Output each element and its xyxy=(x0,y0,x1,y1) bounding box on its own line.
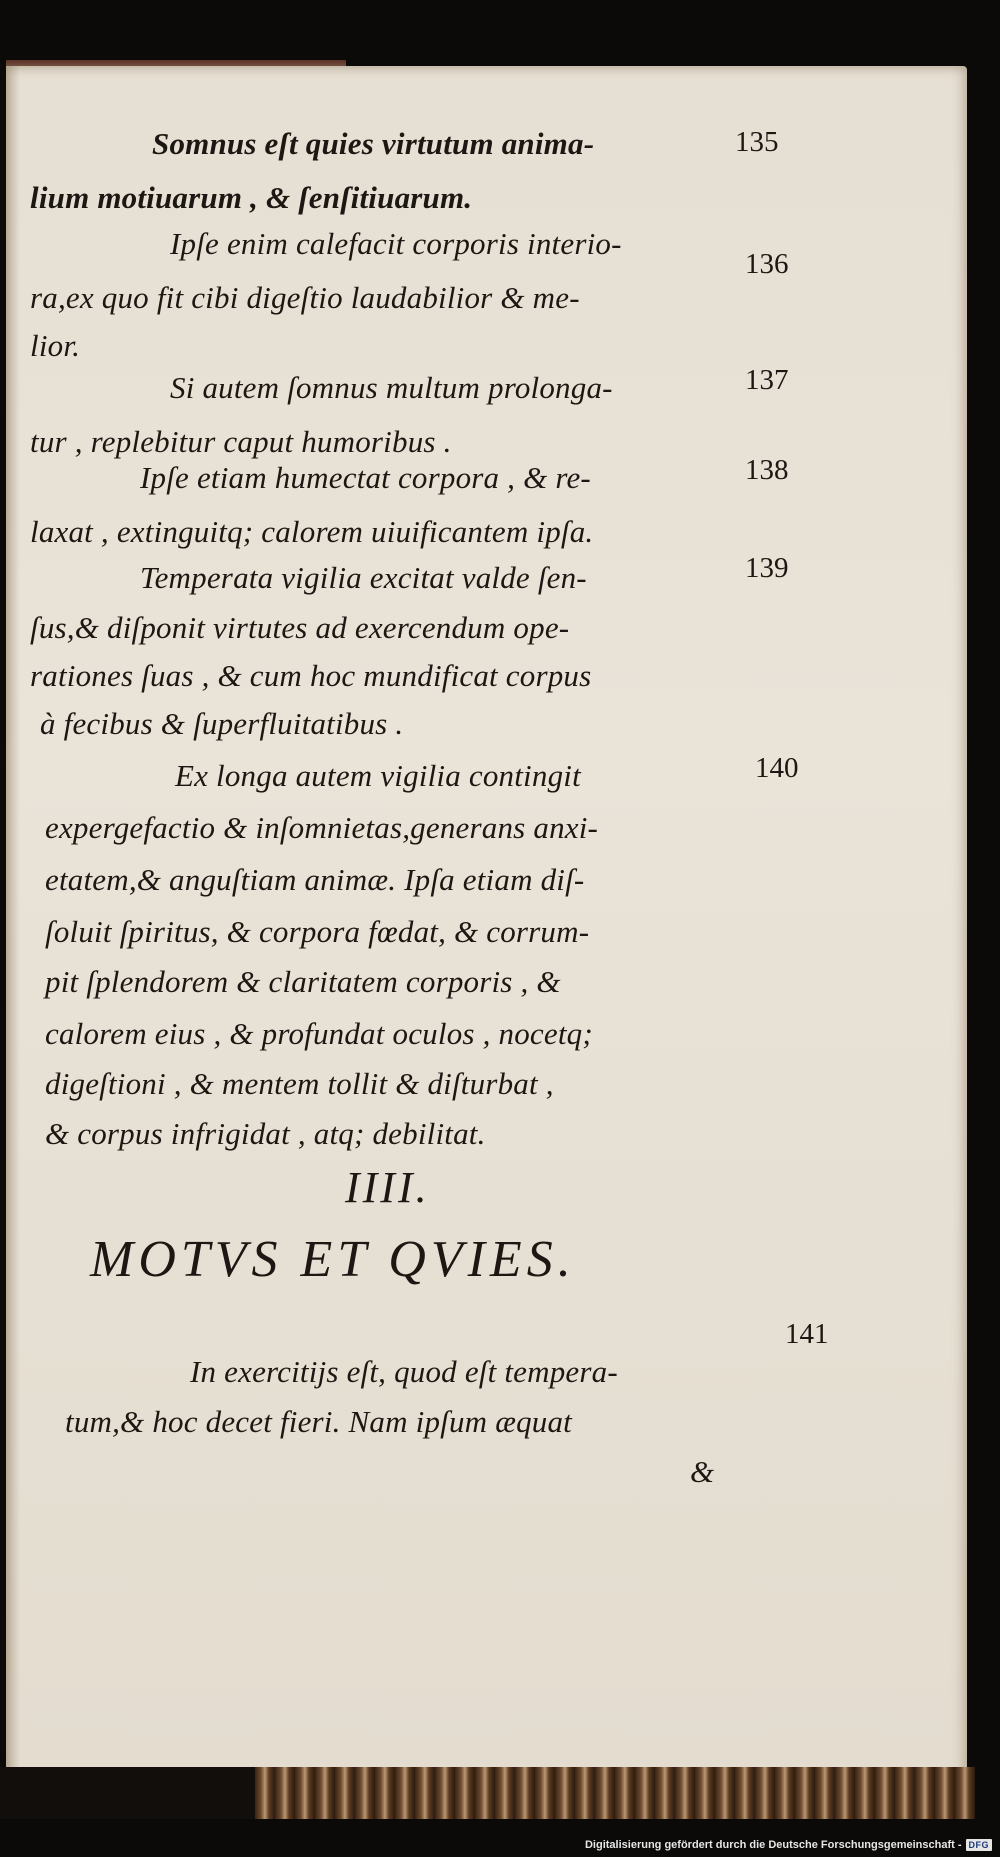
chapter-title: MOTVS ET QVIES. xyxy=(90,1231,576,1288)
binding-shadow xyxy=(0,1767,255,1819)
text-line: pit ſplendorem & claritatem corporis , & xyxy=(45,964,561,999)
credit-text: Digitalisierung gefördert durch die Deutsche Forschungsgemeinschaft - xyxy=(584,1839,962,1851)
text-line: Ipſe enim calefacit corporis interio- xyxy=(170,226,622,261)
digitization-credit xyxy=(585,1839,992,1851)
text-line: ſus,& diſponit virtutes ad exercendum ope- xyxy=(30,610,570,645)
text-line: etatem,& anguſtiam animæ. Ipſa etiam diſ- xyxy=(45,862,585,897)
text-line: digeſtioni , & mentem tollit & diſturbat , xyxy=(45,1066,554,1101)
page-left-shadow xyxy=(6,66,20,1779)
margin-number: 140 xyxy=(755,752,799,784)
text-line: tur , replebitur caput humoribus . xyxy=(30,424,452,459)
text-line: à fecibus & ſuperfluitatibus . xyxy=(40,706,404,741)
text-line: Ipſe etiam humectat corpora , & re- xyxy=(140,460,591,495)
text-line: Si autem ſomnus multum prolonga- xyxy=(170,370,613,405)
margin-number: 136 xyxy=(745,248,789,280)
text-line: Temperata vigilia excitat valde ſen- xyxy=(140,560,587,595)
text-line: tum,& hoc decet fieri. Nam ipſum æquat xyxy=(65,1404,572,1439)
text-line: In exercitijs eſt, quod eſt tempera- xyxy=(190,1354,618,1389)
text-line: & xyxy=(690,1454,715,1489)
text-line: calorem eius , & profundat oculos , nocetq; xyxy=(45,1016,593,1051)
text-line: Ex longa autem vigilia contingit xyxy=(175,758,581,793)
text-line: lior. xyxy=(30,328,81,363)
text-line: rationes ſuas , & cum hoc mundificat corpus xyxy=(30,658,592,693)
text-line: & corpus infrigidat , atq; debilitat. xyxy=(45,1116,486,1151)
text-line: laxat , extinguitq; calorem uiuificantem ipſa. xyxy=(30,514,594,549)
text-line: ſoluit ſpiritus, & corpora fœdat, & corrum- xyxy=(45,914,590,949)
margin-number: 138 xyxy=(745,454,789,486)
margin-number: 141 xyxy=(785,1318,829,1350)
text-line: expergefactio & inſomnietas,generans anxi- xyxy=(45,810,599,845)
margin-number: 135 xyxy=(735,126,779,158)
margin-number: 139 xyxy=(745,552,789,584)
page-right-margin xyxy=(967,66,1000,1823)
book-binding xyxy=(255,1767,975,1819)
text-line: ra,ex quo fit cibi digeſtio laudabilior & me- xyxy=(30,280,580,315)
dfg-logo-icon: DFG xyxy=(966,1839,993,1851)
text-line: lium motiuarum , & ſenſitiuarum. xyxy=(30,180,473,215)
text-line: Somnus eſt quies virtutum anima- xyxy=(152,126,595,161)
margin-number: 137 xyxy=(745,364,789,396)
chapter-number: IIII. xyxy=(345,1163,430,1212)
